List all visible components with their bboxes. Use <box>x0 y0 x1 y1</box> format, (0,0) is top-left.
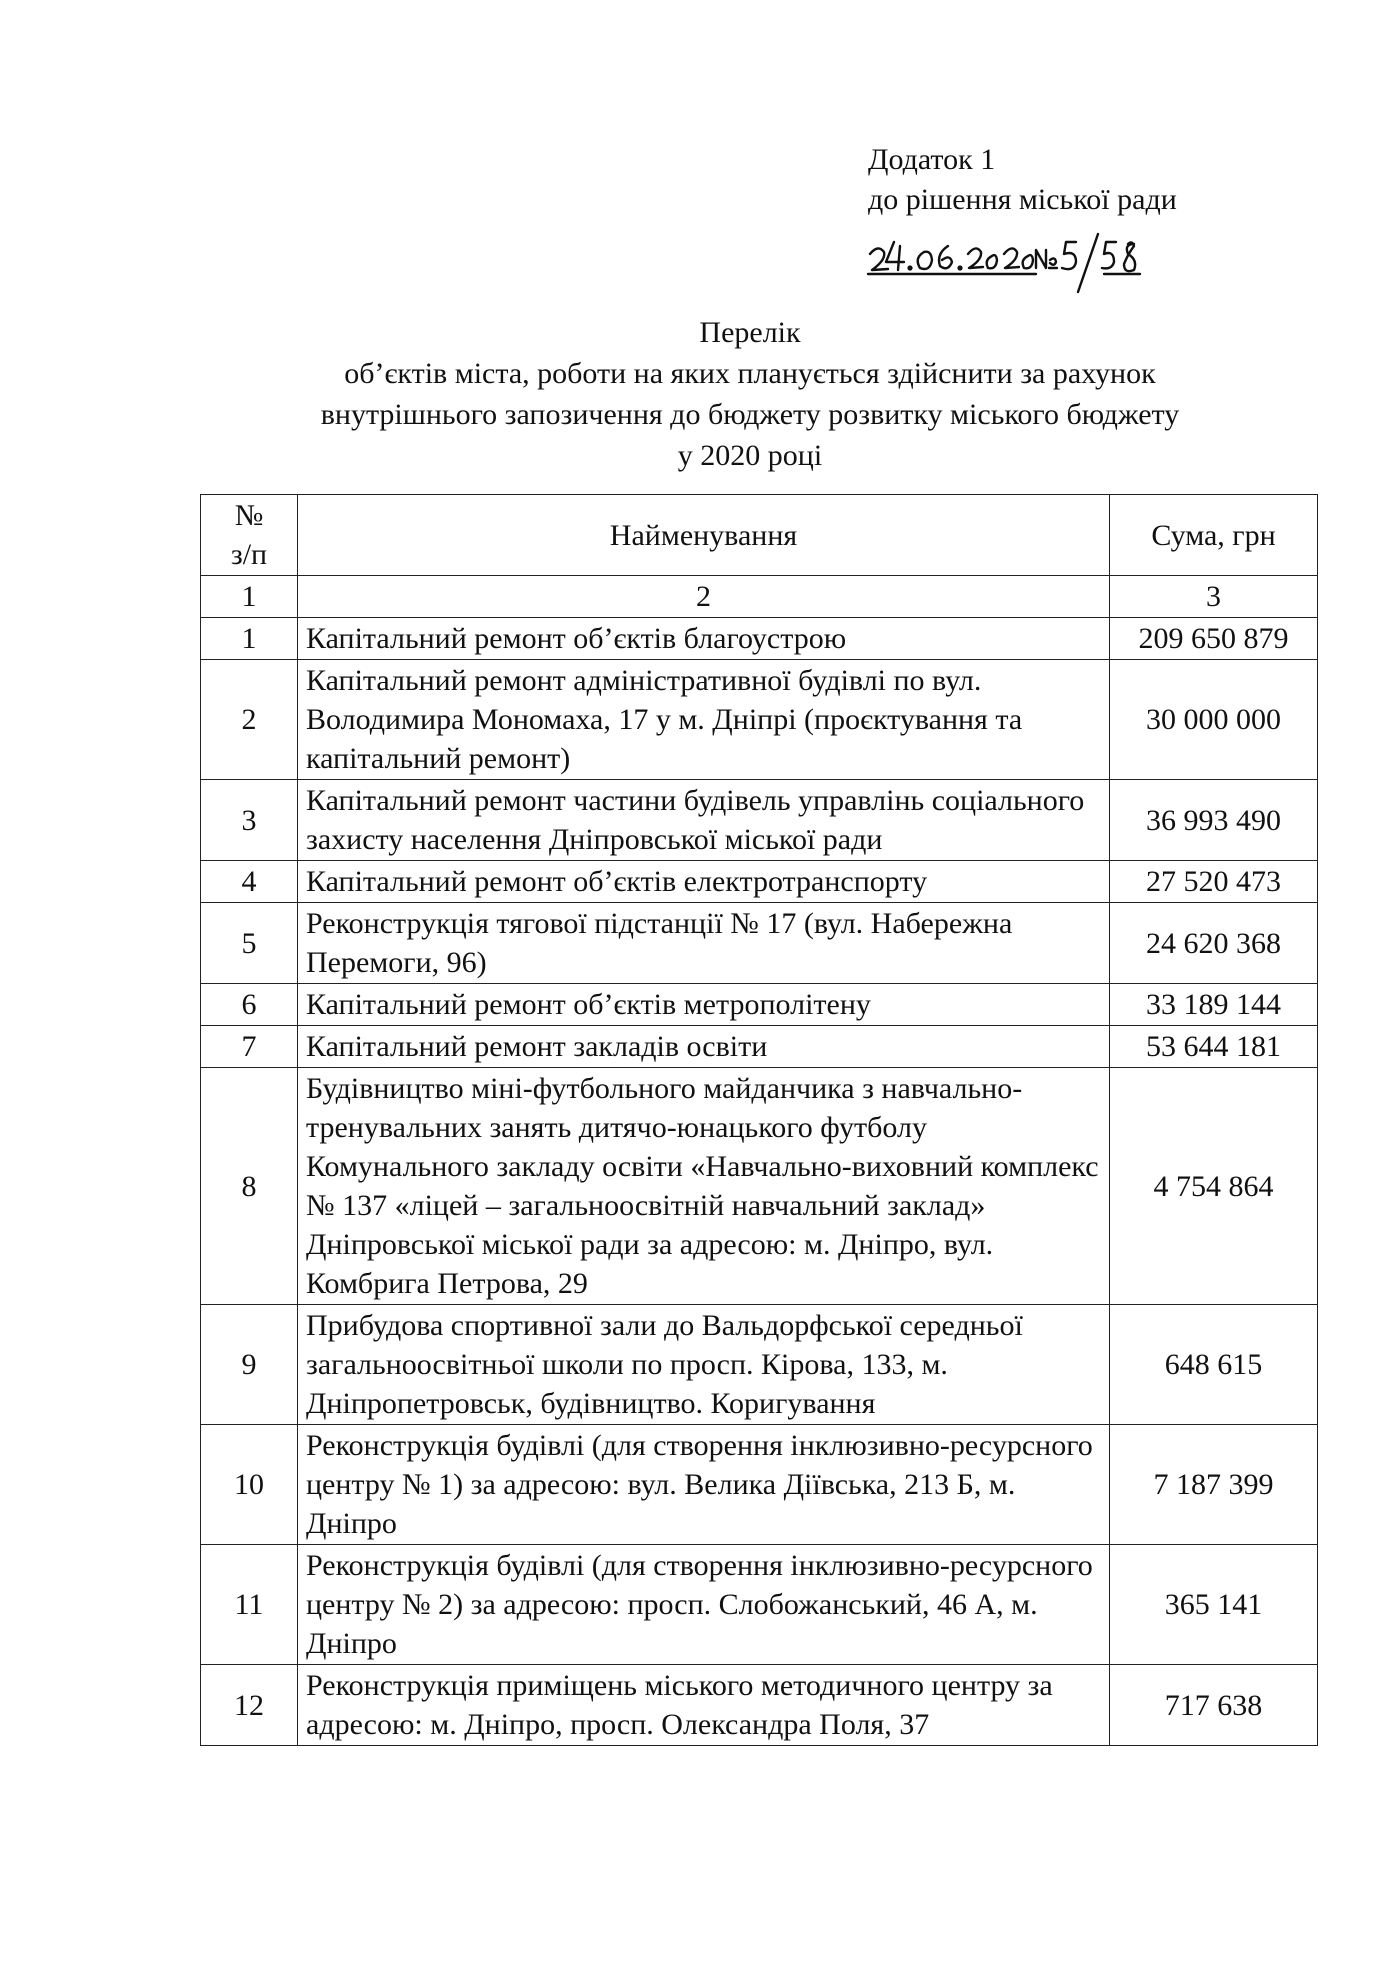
row-number: 5 <box>201 903 298 984</box>
row-sum: 717 638 <box>1110 1665 1318 1746</box>
row-number: 1 <box>201 618 298 660</box>
row-number: 7 <box>201 1026 298 1068</box>
row-number: 3 <box>201 780 298 861</box>
table-row <box>201 660 1318 780</box>
table-row <box>201 1026 1318 1068</box>
row-name: Прибудова спортивної зали до Вальдорфської середньої загальноосвітньої школи по просп. Кірова, 133, м. Дніпропетровськ, будівництво. Коригування <box>298 1305 1110 1425</box>
appendix-subtitle: до рішення міської ради <box>868 183 1177 216</box>
row-sum: 365 141 <box>1110 1545 1318 1665</box>
row-sum: 27 520 473 <box>1110 861 1318 903</box>
objects-table <box>200 494 1318 1746</box>
header-name: Найменування <box>298 495 1110 576</box>
row-name: Капітальний ремонт адміністративної будівлі по вул. Володимира Мономаха, 17 у м. Дніпрі (проєктування та капітальний ремонт) <box>298 660 1110 780</box>
table-body <box>201 618 1318 1746</box>
row-name: Капітальний ремонт закладів освіти <box>298 1026 1110 1068</box>
document-title <box>200 312 1300 476</box>
row-number: 11 <box>201 1545 298 1665</box>
row-number: 9 <box>201 1305 298 1425</box>
title-line-4: у 2020 році <box>677 439 823 472</box>
row-name: Реконструкція тягової підстанції № 17 (вул. Набережна Перемоги, 96) <box>298 903 1110 984</box>
row-name: Реконструкція будівлі (для створення інклюзивно-ресурсного центру № 2) за адресою: просп. Слобожанський, 46 А, м. Дніпро <box>298 1545 1110 1665</box>
row-number: 4 <box>201 861 298 903</box>
table-row <box>201 1068 1318 1305</box>
row-name: Будівництво міні-футбольного майданчика з навчально-тренувальних занять дитячо-юнацького футболу Комунального закладу освіти «Навчально-виховний комплекс № 137 «ліцей – загальноосвітній навчальний заклад» Дніпровської міської ради за адресою: м. Дніпро, вул. Комбрига Петрова, 29 <box>298 1068 1110 1305</box>
table-index-row <box>201 576 1318 618</box>
table-row <box>201 903 1318 984</box>
row-sum: 36 993 490 <box>1110 780 1318 861</box>
header-sum: Сума, грн <box>1110 495 1318 576</box>
row-sum: 209 650 879 <box>1110 618 1318 660</box>
row-sum: 648 615 <box>1110 1305 1318 1425</box>
row-name: Капітальний ремонт об’єктів метрополітену <box>298 984 1110 1026</box>
row-sum: 53 644 181 <box>1110 1026 1318 1068</box>
handwritten-date-number-signature <box>864 228 1164 298</box>
title-line-1: Перелік <box>699 316 801 349</box>
appendix-block <box>868 140 1177 220</box>
row-name: Капітальний ремонт частини будівель управлінь соціального захисту населення Дніпровської міської ради <box>298 780 1110 861</box>
row-sum: 4 754 864 <box>1110 1068 1318 1305</box>
appendix-title: Додаток 1 <box>868 143 996 176</box>
table-row <box>201 1545 1318 1665</box>
row-number: 8 <box>201 1068 298 1305</box>
table-row <box>201 780 1318 861</box>
index-cell-2: 2 <box>298 576 1110 618</box>
row-number: 6 <box>201 984 298 1026</box>
table-header-row <box>201 495 1318 576</box>
row-sum: 24 620 368 <box>1110 903 1318 984</box>
row-name: Реконструкція будівлі (для створення інклюзивно-ресурсного центру № 1) за адресою: вул. Велика Діївська, 213 Б, м. Дніпро <box>298 1425 1110 1545</box>
table-row <box>201 1305 1318 1425</box>
table-row <box>201 861 1318 903</box>
table-row <box>201 984 1318 1026</box>
header-number: № з/п <box>201 495 298 576</box>
row-number: 12 <box>201 1665 298 1746</box>
row-sum: 7 187 399 <box>1110 1425 1318 1545</box>
index-cell-1: 1 <box>201 576 298 618</box>
row-sum: 33 189 144 <box>1110 984 1318 1026</box>
table-row <box>201 618 1318 660</box>
row-name: Капітальний ремонт об’єктів благоустрою <box>298 618 1110 660</box>
row-name: Реконструкція приміщень міського методичного центру за адресою: м. Дніпро, просп. Олександра Поля, 37 <box>298 1665 1110 1746</box>
table-row <box>201 1425 1318 1545</box>
table-row <box>201 1665 1318 1746</box>
row-number: 2 <box>201 660 298 780</box>
row-sum: 30 000 000 <box>1110 660 1318 780</box>
title-line-2: об’єктів міста, роботи на яких планується здійснити за рахунок <box>344 357 1156 390</box>
title-line-3: внутрішнього запозичення до бюджету розвитку міського бюджету <box>320 398 1180 431</box>
row-number: 10 <box>201 1425 298 1545</box>
row-name: Капітальний ремонт об’єктів електротранспорту <box>298 861 1110 903</box>
index-cell-3: 3 <box>1110 576 1318 618</box>
